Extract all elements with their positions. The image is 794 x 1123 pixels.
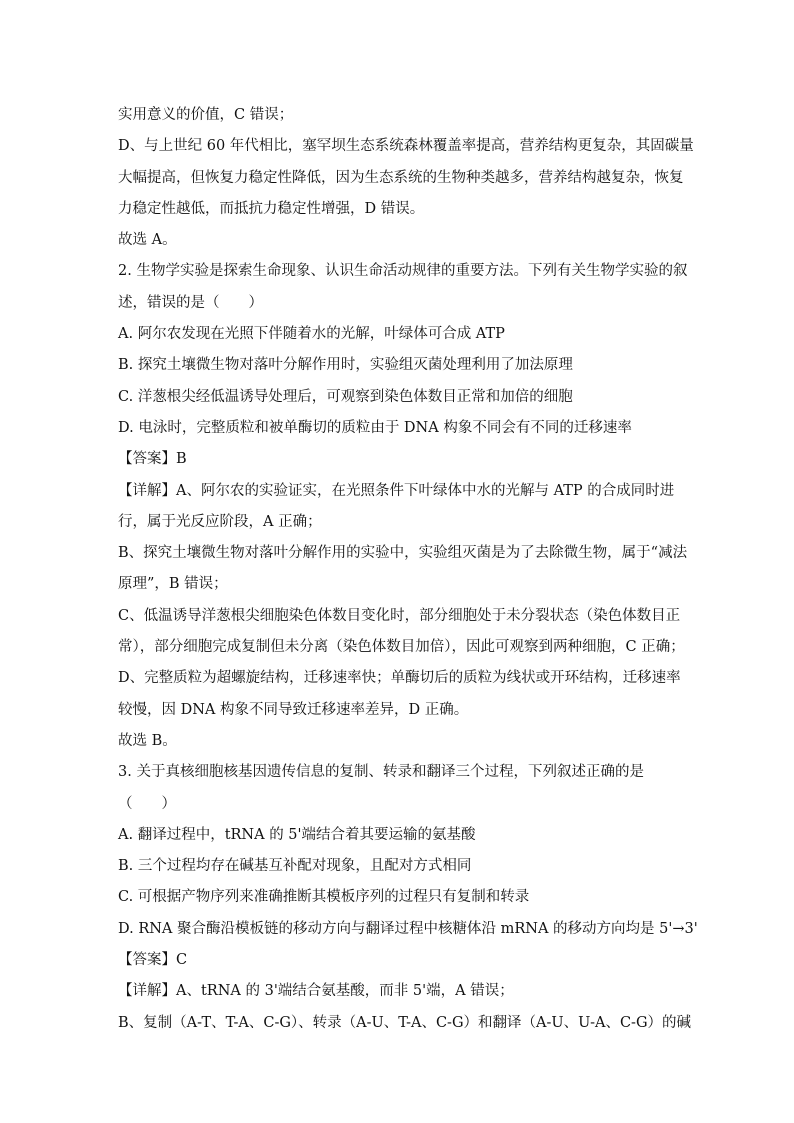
question-3-stem: （ ） bbox=[118, 795, 176, 812]
question-3-explanation: 【详解】A、tRNA 的 3'端结合氨基酸，而非 5'端，A 错误； bbox=[118, 983, 514, 1000]
question-2-option-a: A. 阿尔农发现在光照下伴随着水的光解，叶绿体可合成 ATP bbox=[118, 326, 505, 343]
question-3-option-d: D. RNA 聚合酶沿模板链的移动方向与翻译过程中核糖体沿 mRNA 的移动方向均是 5'→3' bbox=[118, 920, 698, 937]
question-2-option-b: B. 探究土壤微生物对落叶分解作用时，实验组灭菌处理利用了加法原理 bbox=[118, 357, 573, 374]
text-line: 故选 A。 bbox=[118, 232, 177, 249]
question-2-explanation: B、探究土壤微生物对落叶分解作用的实验中，实验组灭菌是为了去除微生物，属于“减法 bbox=[118, 545, 688, 562]
question-2-stem: 2. 生物学实验是探索生命现象、认识生命活动规律的重要方法。下列有关生物学实验的叙 bbox=[118, 263, 688, 280]
document-body bbox=[118, 100, 698, 1039]
question-3-option-c: C. 可根据产物序列来准确推断其模板序列的过程只有复制和转录 bbox=[118, 889, 530, 906]
question-2-explanation: 原理”，B 错误； bbox=[118, 576, 228, 593]
question-2-explanation: 【详解】A、阿尔农的实验证实，在光照条件下叶绿体中水的光解与 ATP 的合成同时进 bbox=[118, 482, 675, 499]
text-line: 实用意义的价值，C 错误； bbox=[118, 107, 294, 123]
question-2-explanation: D、完整质粒为超螺旋结构，迁移速率快；单酶切后的质粒为线状或开环结构，迁移速率 bbox=[118, 670, 681, 687]
question-2-explanation: 常），部分细胞完成复制但未分离（染色体数目加倍），因此可观察到两种细胞，C 正确； bbox=[118, 639, 685, 656]
text-line: 力稳定性越低，而抵抗力稳定性增强，D 错误。 bbox=[118, 200, 425, 217]
question-3-option-b: B. 三个过程均存在碱基互补配对现象，且配对方式相同 bbox=[118, 858, 472, 875]
text-line: D、与上世纪 60 年代相比，塞罕坝生态系统森林覆盖率提高，营养结构更复杂，其固碳量 bbox=[118, 138, 694, 155]
text-line: 大幅提高，但恢复力稳定性降低，因为生态系统的生物种类越多，营养结构越复杂，恢复 bbox=[118, 169, 684, 186]
question-2-option-d: D. 电泳时，完整质粒和被单酶切的质粒由于 DNA 构象不同会有不同的迁移速率 bbox=[118, 419, 632, 436]
question-3-stem: 3. 关于真核细胞核基因遗传信息的复制、转录和翻译三个过程，下列叙述正确的是 bbox=[118, 764, 644, 781]
question-2-conclusion: 故选 B。 bbox=[118, 732, 177, 749]
question-2-answer: 【答案】B bbox=[118, 451, 187, 468]
question-2-option-c: C. 洋葱根尖经低温诱导处理后，可观察到染色体数目正常和加倍的细胞 bbox=[118, 388, 573, 405]
question-3-answer: 【答案】C bbox=[118, 952, 188, 969]
question-3-option-a: A. 翻译过程中，tRNA 的 5'端结合着其要运输的氨基酸 bbox=[118, 826, 476, 843]
question-3-explanation: B、复制（A-T、T-A、C-G）、转录（A-U、T-A、C-G）和翻译（A-U、U-A、C-G）的碱 bbox=[118, 1014, 692, 1031]
question-2-explanation: 行，属于光反应阶段，A 正确； bbox=[118, 513, 322, 530]
question-2-stem: 述，错误的是（ ） bbox=[118, 294, 263, 311]
question-2-explanation: C、低温诱导洋葱根尖细胞染色体数目变化时，部分细胞处于未分裂状态（染色体数目正 bbox=[118, 607, 681, 624]
question-2-explanation: 较慢，因 DNA 构象不同导致迁移速率差异，D 正确。 bbox=[118, 701, 469, 718]
